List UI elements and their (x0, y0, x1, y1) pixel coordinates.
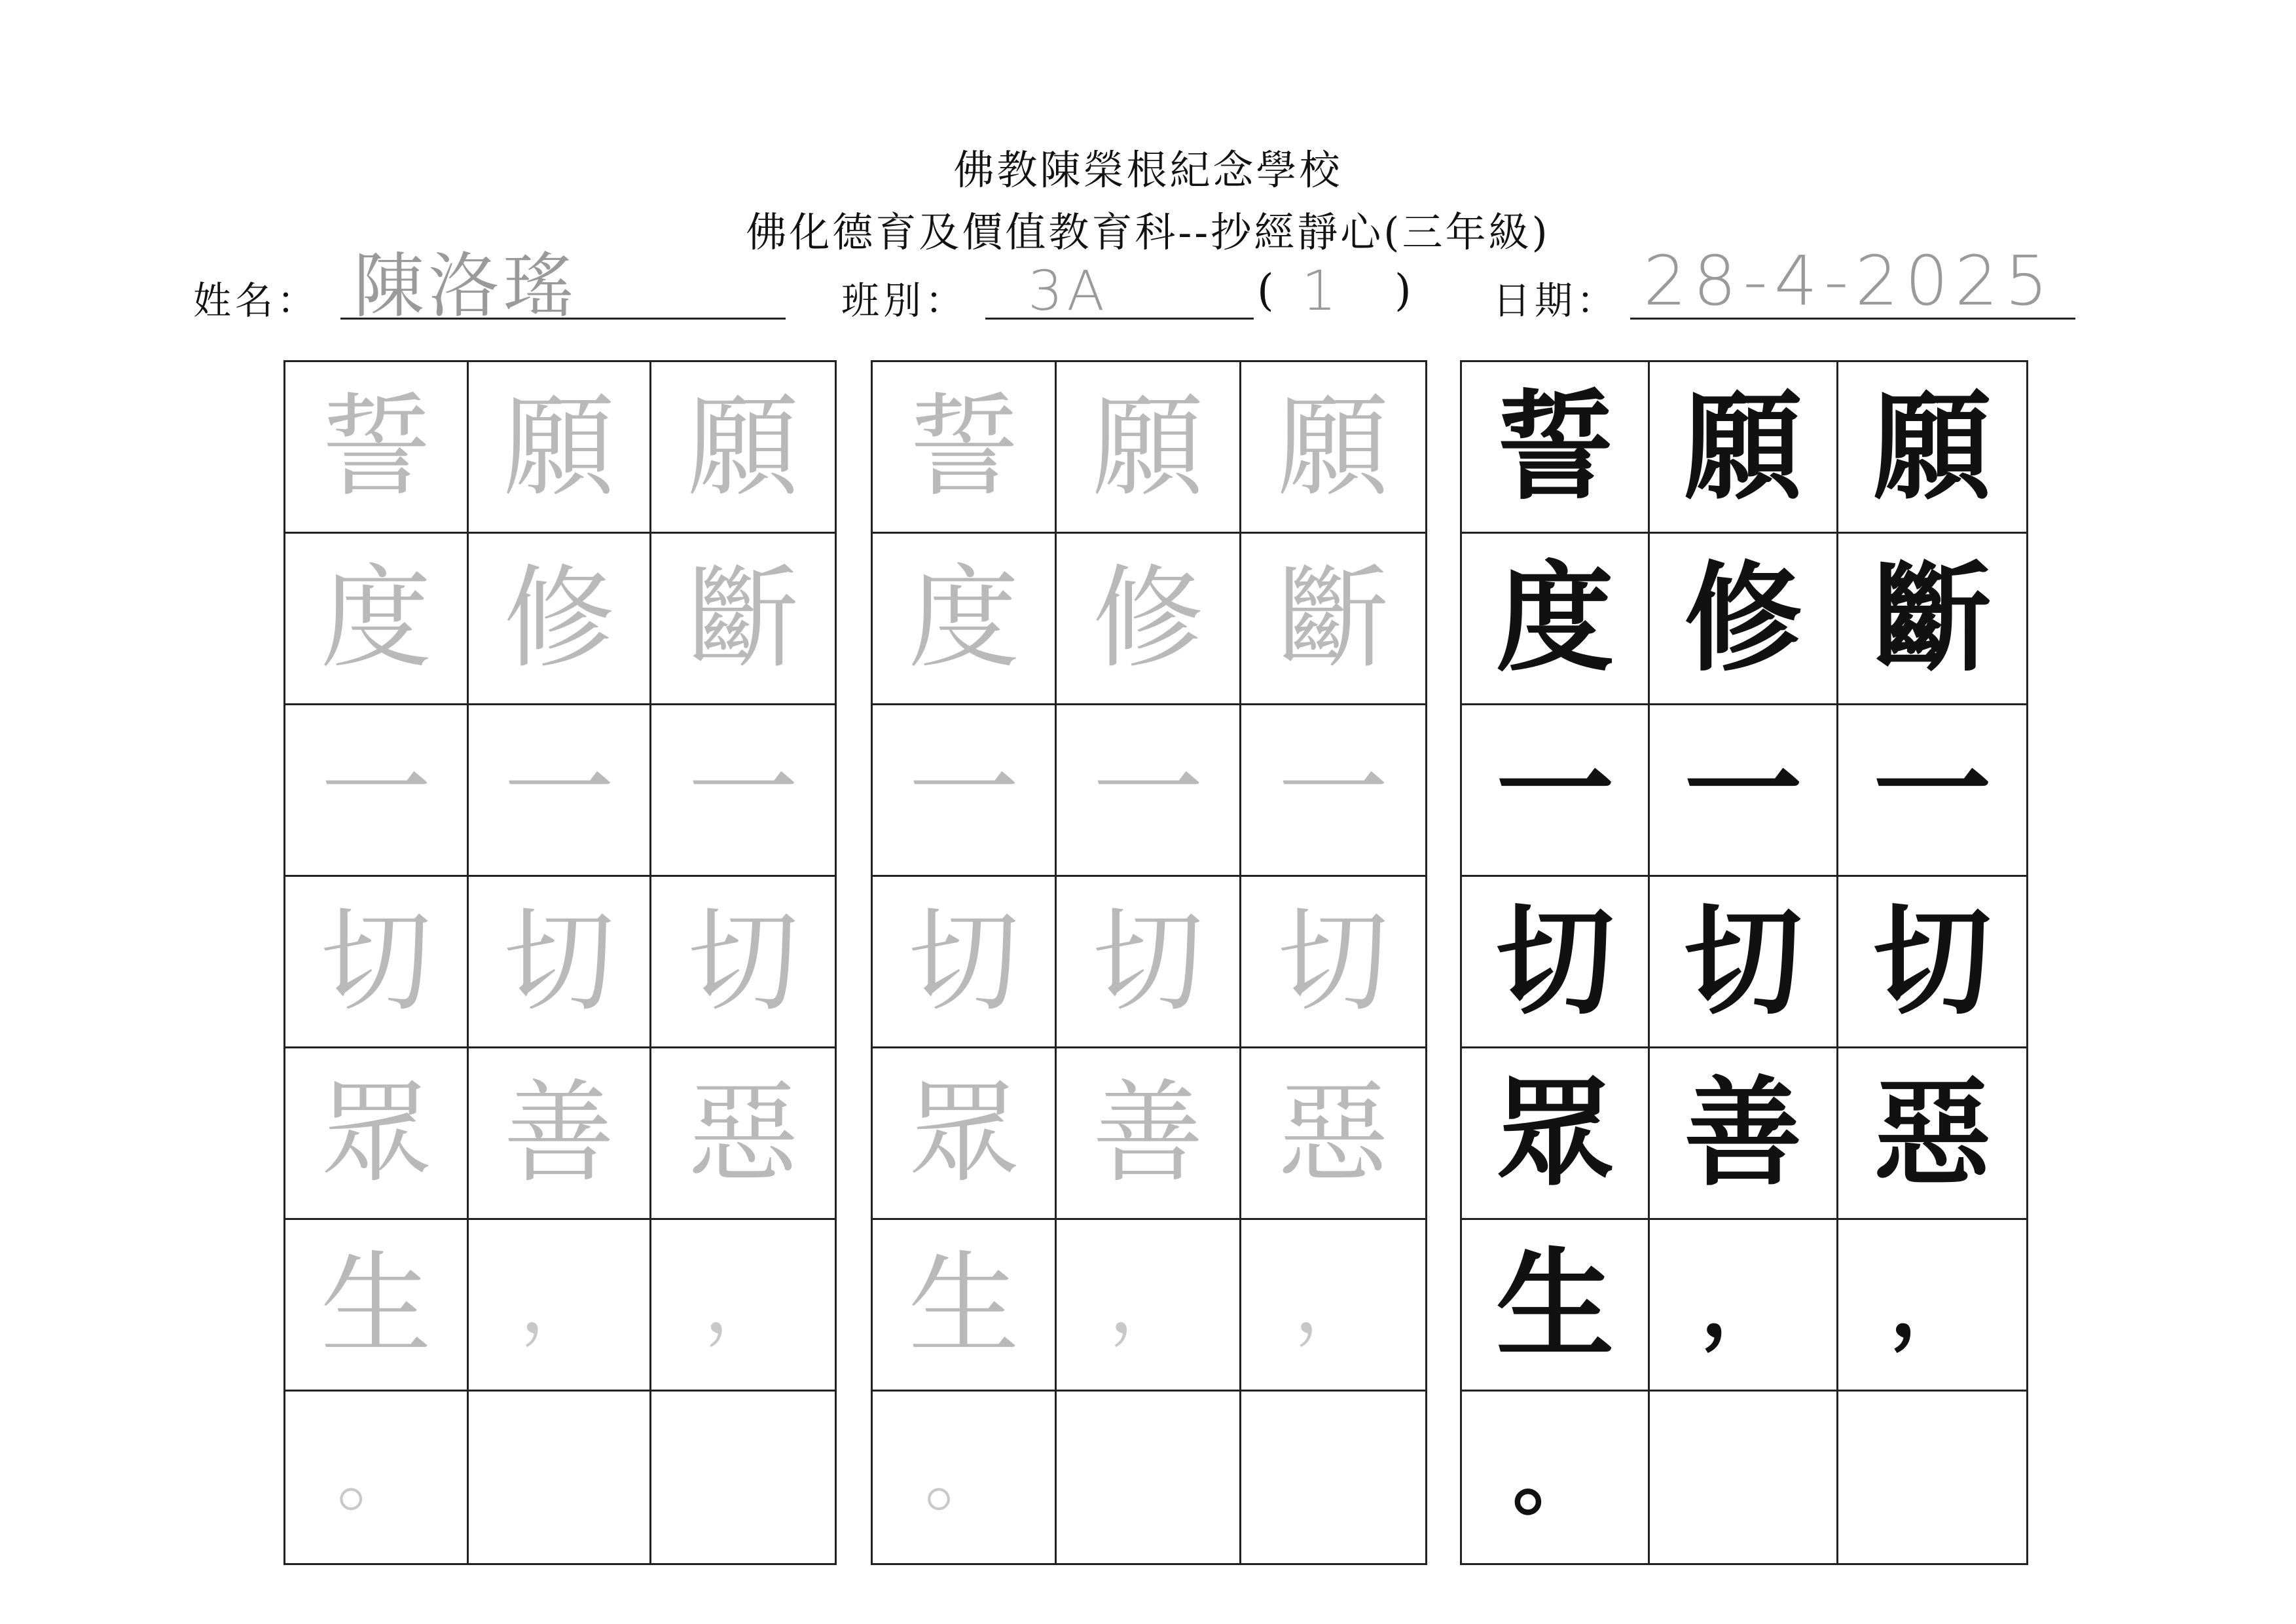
grid-cell[interactable] (469, 705, 652, 877)
traced-char: 願 (687, 382, 799, 512)
grid-cell[interactable] (873, 1220, 1057, 1392)
traced-char: 一 (1092, 725, 1204, 855)
grid-cell[interactable] (651, 1392, 835, 1563)
traced-char: 惡 (687, 1068, 799, 1198)
traced-char: 願 (1277, 382, 1389, 512)
grid-cell[interactable] (873, 362, 1057, 534)
grid-cell (1462, 1048, 1650, 1220)
grid-cell (1838, 705, 2026, 877)
traced-char: 善 (503, 1068, 615, 1198)
grid-cell[interactable] (1241, 1392, 1425, 1563)
class-number-value[interactable]: 1 (1302, 259, 1341, 323)
grid-cell[interactable] (285, 1048, 469, 1220)
grid-cell (1462, 362, 1650, 534)
grid-cell[interactable] (469, 534, 652, 705)
grid-cell (1838, 534, 2026, 705)
grid-cell[interactable] (1241, 1220, 1425, 1392)
grid-cell (1838, 362, 2026, 534)
grid-cell (1838, 1392, 2026, 1563)
traced-char: 切 (687, 896, 799, 1027)
model-char: 一 (1684, 720, 1802, 859)
grid-cell[interactable] (285, 877, 469, 1048)
traced-punct: 。 (924, 1431, 1004, 1522)
model-char: 斷 (1873, 549, 1992, 688)
grid-cell (1838, 1048, 2026, 1220)
class-label: 班別： (841, 278, 968, 323)
model-char: 願 (1873, 377, 1992, 516)
grid-cell[interactable] (651, 534, 835, 705)
traced-punct: ， (1294, 1259, 1373, 1350)
copy-grid-2 (871, 360, 1427, 1565)
traced-char: 一 (908, 725, 1020, 855)
grid-cell (1838, 1220, 2026, 1392)
traced-punct: ， (704, 1259, 783, 1350)
grid-cell[interactable] (1057, 877, 1241, 1048)
grid-cell[interactable] (651, 705, 835, 877)
traced-punct: ， (1108, 1259, 1188, 1350)
worksheet-subtitle: 佛化德育及價值教育科--抄經靜心(三年級) (746, 208, 1550, 256)
grid-cell[interactable] (285, 1220, 469, 1392)
traced-char: 修 (1092, 553, 1204, 684)
model-grid (1460, 360, 2028, 1565)
grid-cell[interactable] (469, 1392, 652, 1563)
grid-cell[interactable] (651, 1220, 835, 1392)
traced-char: 眾 (908, 1068, 1020, 1198)
traced-char: 一 (687, 725, 799, 855)
traced-char: 一 (320, 725, 432, 855)
grid-cell[interactable] (1057, 1048, 1241, 1220)
grid-cell (1650, 1220, 1838, 1392)
grid-cell[interactable] (873, 877, 1057, 1048)
grid-cell[interactable] (1057, 705, 1241, 877)
grid-cell[interactable] (873, 1392, 1057, 1563)
traced-char: 誓 (908, 382, 1020, 512)
traced-char: 願 (503, 382, 615, 512)
grid-cell[interactable] (1241, 534, 1425, 705)
number-close-paren: ) (1394, 265, 1412, 316)
model-char: 生 (1496, 1235, 1614, 1374)
grid-cell[interactable] (285, 1392, 469, 1563)
class-value[interactable]: 3A (1028, 259, 1108, 323)
grid-cell[interactable] (651, 1048, 835, 1220)
model-char: 一 (1496, 720, 1614, 859)
traced-punct: 。 (337, 1431, 416, 1522)
traced-char: 修 (503, 553, 615, 684)
grid-cell (1462, 705, 1650, 877)
model-punct: 。 (1512, 1427, 1598, 1527)
model-char: 修 (1684, 549, 1802, 688)
model-char: 一 (1873, 720, 1992, 859)
traced-char: 切 (503, 896, 615, 1027)
grid-cell[interactable] (1241, 1048, 1425, 1220)
traced-char: 惡 (1277, 1068, 1389, 1198)
grid-cell (1650, 1392, 1838, 1563)
traced-char: 一 (1277, 725, 1389, 855)
grid-cell[interactable] (1057, 1392, 1241, 1563)
traced-char: 生 (908, 1240, 1020, 1370)
grid-cell[interactable] (469, 1220, 652, 1392)
traced-char: 切 (1277, 896, 1389, 1027)
model-punct: ， (1700, 1254, 1786, 1355)
grid-cell (1650, 534, 1838, 705)
traced-char: 度 (908, 553, 1020, 684)
grid-cell (1650, 1048, 1838, 1220)
grid-cell (1650, 877, 1838, 1048)
model-char: 度 (1496, 549, 1614, 688)
grid-cell (1462, 1392, 1650, 1563)
grid-cell[interactable] (469, 1048, 652, 1220)
traced-char: 願 (1092, 382, 1204, 512)
grid-cell[interactable] (285, 534, 469, 705)
model-char: 眾 (1496, 1063, 1614, 1202)
grid-cell[interactable] (469, 877, 652, 1048)
traced-char: 度 (320, 553, 432, 684)
school-title: 佛教陳榮根紀念學校 (953, 146, 1343, 194)
model-char: 切 (1684, 892, 1802, 1031)
model-char: 善 (1684, 1063, 1802, 1202)
grid-cell[interactable] (285, 705, 469, 877)
grid-cell[interactable] (1241, 705, 1425, 877)
grid-cell[interactable] (1057, 362, 1241, 534)
name-label: 姓名： (193, 278, 319, 323)
grid-cell[interactable] (1241, 362, 1425, 534)
date-label: 日期： (1493, 278, 1619, 323)
traced-char: 切 (320, 896, 432, 1027)
traced-char: 生 (320, 1240, 432, 1370)
class-underline (985, 318, 1254, 320)
traced-char: 善 (1092, 1068, 1204, 1198)
grid-cell[interactable] (1057, 1220, 1241, 1392)
grid-cell[interactable] (469, 362, 652, 534)
model-char: 惡 (1873, 1063, 1992, 1202)
copy-grid-1 (283, 360, 837, 1565)
grid-cell (1462, 534, 1650, 705)
traced-char: 切 (908, 896, 1020, 1027)
grid-cell[interactable] (873, 534, 1057, 705)
grid-cell[interactable] (873, 1048, 1057, 1220)
model-char: 願 (1684, 377, 1802, 516)
traced-char: 一 (503, 725, 615, 855)
traced-char: 切 (1092, 896, 1204, 1027)
model-char: 誓 (1496, 377, 1614, 516)
grid-cell[interactable] (651, 877, 835, 1048)
number-open-paren: ( (1257, 265, 1274, 316)
grid-cell (1462, 877, 1650, 1048)
name-value[interactable]: 陳洛瑤 (354, 246, 578, 327)
model-char: 切 (1873, 892, 1992, 1031)
traced-char: 誓 (320, 382, 432, 512)
traced-punct: ， (519, 1259, 598, 1350)
grid-cell[interactable] (285, 362, 469, 534)
date-value[interactable]: 28-4-2025 (1643, 241, 2055, 321)
grid-cell[interactable] (1057, 534, 1241, 705)
traced-char: 斷 (687, 553, 799, 684)
grid-cell[interactable] (873, 705, 1057, 877)
grid-cell (1650, 705, 1838, 877)
grid-cell[interactable] (1241, 877, 1425, 1048)
grid-cell (1838, 877, 2026, 1048)
grid-cell (1462, 1220, 1650, 1392)
model-char: 切 (1496, 892, 1614, 1031)
traced-char: 眾 (320, 1068, 432, 1198)
grid-cell (1650, 362, 1838, 534)
model-punct: ， (1889, 1254, 1975, 1355)
grid-cell[interactable] (651, 362, 835, 534)
traced-char: 斷 (1277, 553, 1389, 684)
